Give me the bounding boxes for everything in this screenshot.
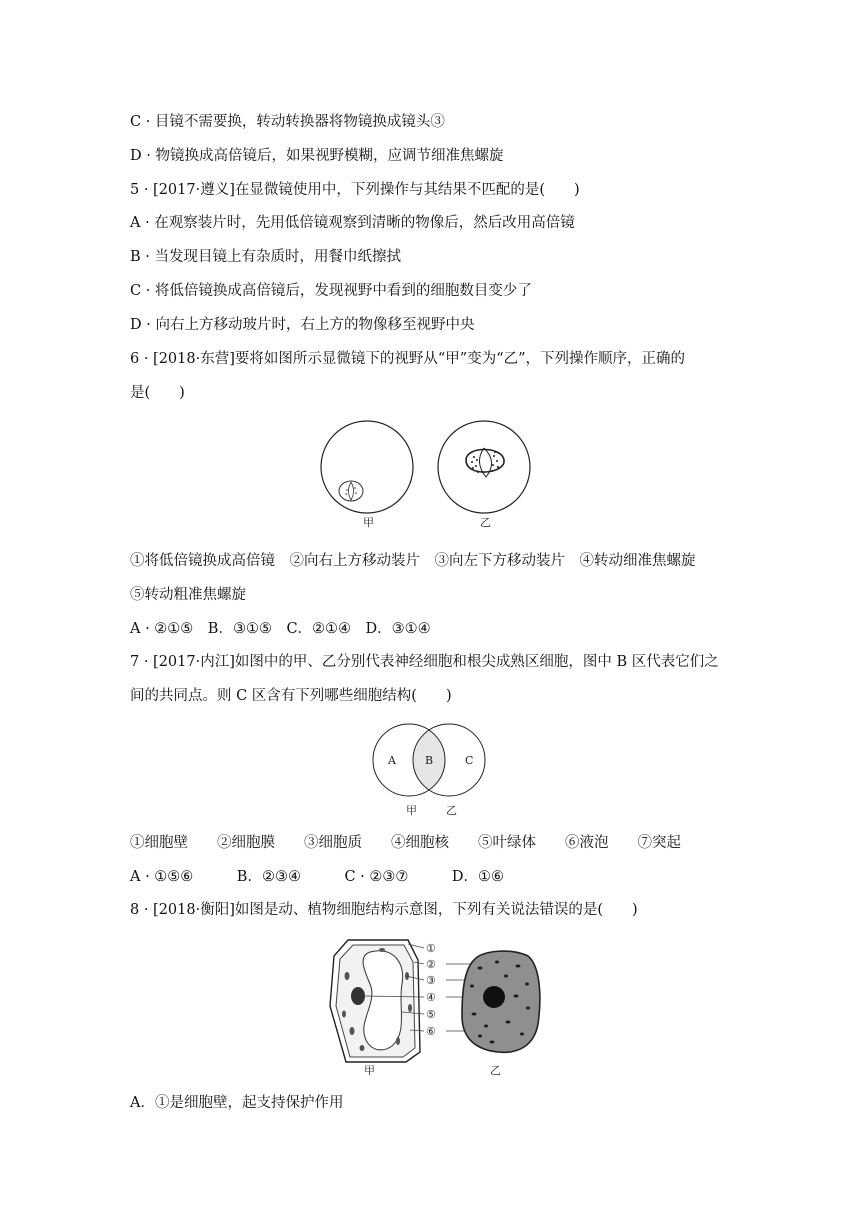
caption-jia: 甲 [363, 516, 374, 529]
q5-option-d: D · 向右上方移动玻片时，右上方的物像移至视野中央 [130, 317, 475, 333]
label-4: ④ [426, 991, 436, 1004]
venn-label-a: A [388, 754, 396, 767]
figure-7 [372, 720, 492, 820]
option-c-line: C · 目镜不需要换，转动转换器将物镜换成镜头③ [130, 114, 445, 130]
q6-steps-line1: ①将低倍镜换成高倍镜 ②向右上方移动装片 ③向左下方移动装片 ④转动细准焦螺旋 [130, 553, 696, 569]
field-jia [321, 421, 413, 513]
animal-cell [462, 951, 540, 1052]
q5-option-a: A · 在观察装片时，先用低倍镜观察到清晰的物像后，然后改用高倍镜 [130, 215, 575, 231]
label-1: ① [426, 942, 436, 955]
q6-steps-line2: ⑤转动粗准焦螺旋 [130, 587, 246, 603]
q8-option-a: A．①是细胞壁，起支持保护作用 [130, 1095, 344, 1111]
q5-option-c: C · 将低倍镜换成高倍镜后，发现视野中看到的细胞数目变少了 [130, 283, 532, 299]
question-8: 8 · [2018·衡阳]如图是动、植物细胞结构示意图，下列有关说法错误的是( ) [130, 902, 638, 918]
number-labels [426, 942, 436, 1038]
cell-caption-jia: 甲 [364, 1064, 375, 1077]
label-2: ② [426, 958, 436, 971]
question-7: 7 · [2017·内江]如图中的甲、乙分别代表神经细胞和根尖成熟区细胞，图中 B 区代表它们之 [130, 654, 719, 670]
option-d-line: D · 物镜换成高倍镜后，如果视野模糊，应调节细准焦螺旋 [130, 148, 504, 164]
label-6: ⑥ [426, 1025, 436, 1038]
q5-option-b: B · 当发现目镜上有杂质时，用餐巾纸擦拭 [130, 249, 401, 265]
question-7-cont: 间的共同点。则 C 区含有下列哪些细胞结构( ) [130, 688, 452, 704]
question-5: 5 · [2017·遵义]在显微镜使用中，下列操作与其结果不匹配的是( ) [130, 182, 580, 198]
small-cell-jia [339, 481, 363, 501]
venn-caption-jia: 甲 [406, 804, 417, 817]
question-6: 6 · [2018·东营]要将如图所示显微镜下的视野从“甲”变为“乙”，下列操作顺序，正确的 [130, 351, 686, 367]
cell-caption-yi: 乙 [490, 1064, 501, 1077]
caption-yi: 乙 [480, 516, 491, 529]
figure-6 [316, 416, 526, 531]
field-yi [438, 421, 530, 513]
label-3: ③ [426, 974, 436, 987]
venn-caption-yi: 乙 [446, 804, 457, 817]
venn-label-b: B [425, 754, 434, 767]
plant-cell [330, 940, 420, 1062]
large-cell-yi [466, 448, 504, 477]
q6-options: A · ②①⑤ B．③①⑤ C．②①④ D．③①④ [130, 621, 431, 637]
label-5: ⑤ [426, 1008, 436, 1021]
q7-structures: ①细胞壁 ②细胞膜 ③细胞质 ④细胞核 ⑤叶绿体 ⑥液泡 ⑦突起 [130, 835, 681, 851]
q7-options: A · ①⑤⑥ B．②③④ C · ②③⑦ D．①⑥ [130, 869, 504, 885]
figure-8 [322, 936, 552, 1078]
venn-label-c: C [465, 754, 474, 767]
question-6-cont: 是( ) [130, 385, 185, 401]
